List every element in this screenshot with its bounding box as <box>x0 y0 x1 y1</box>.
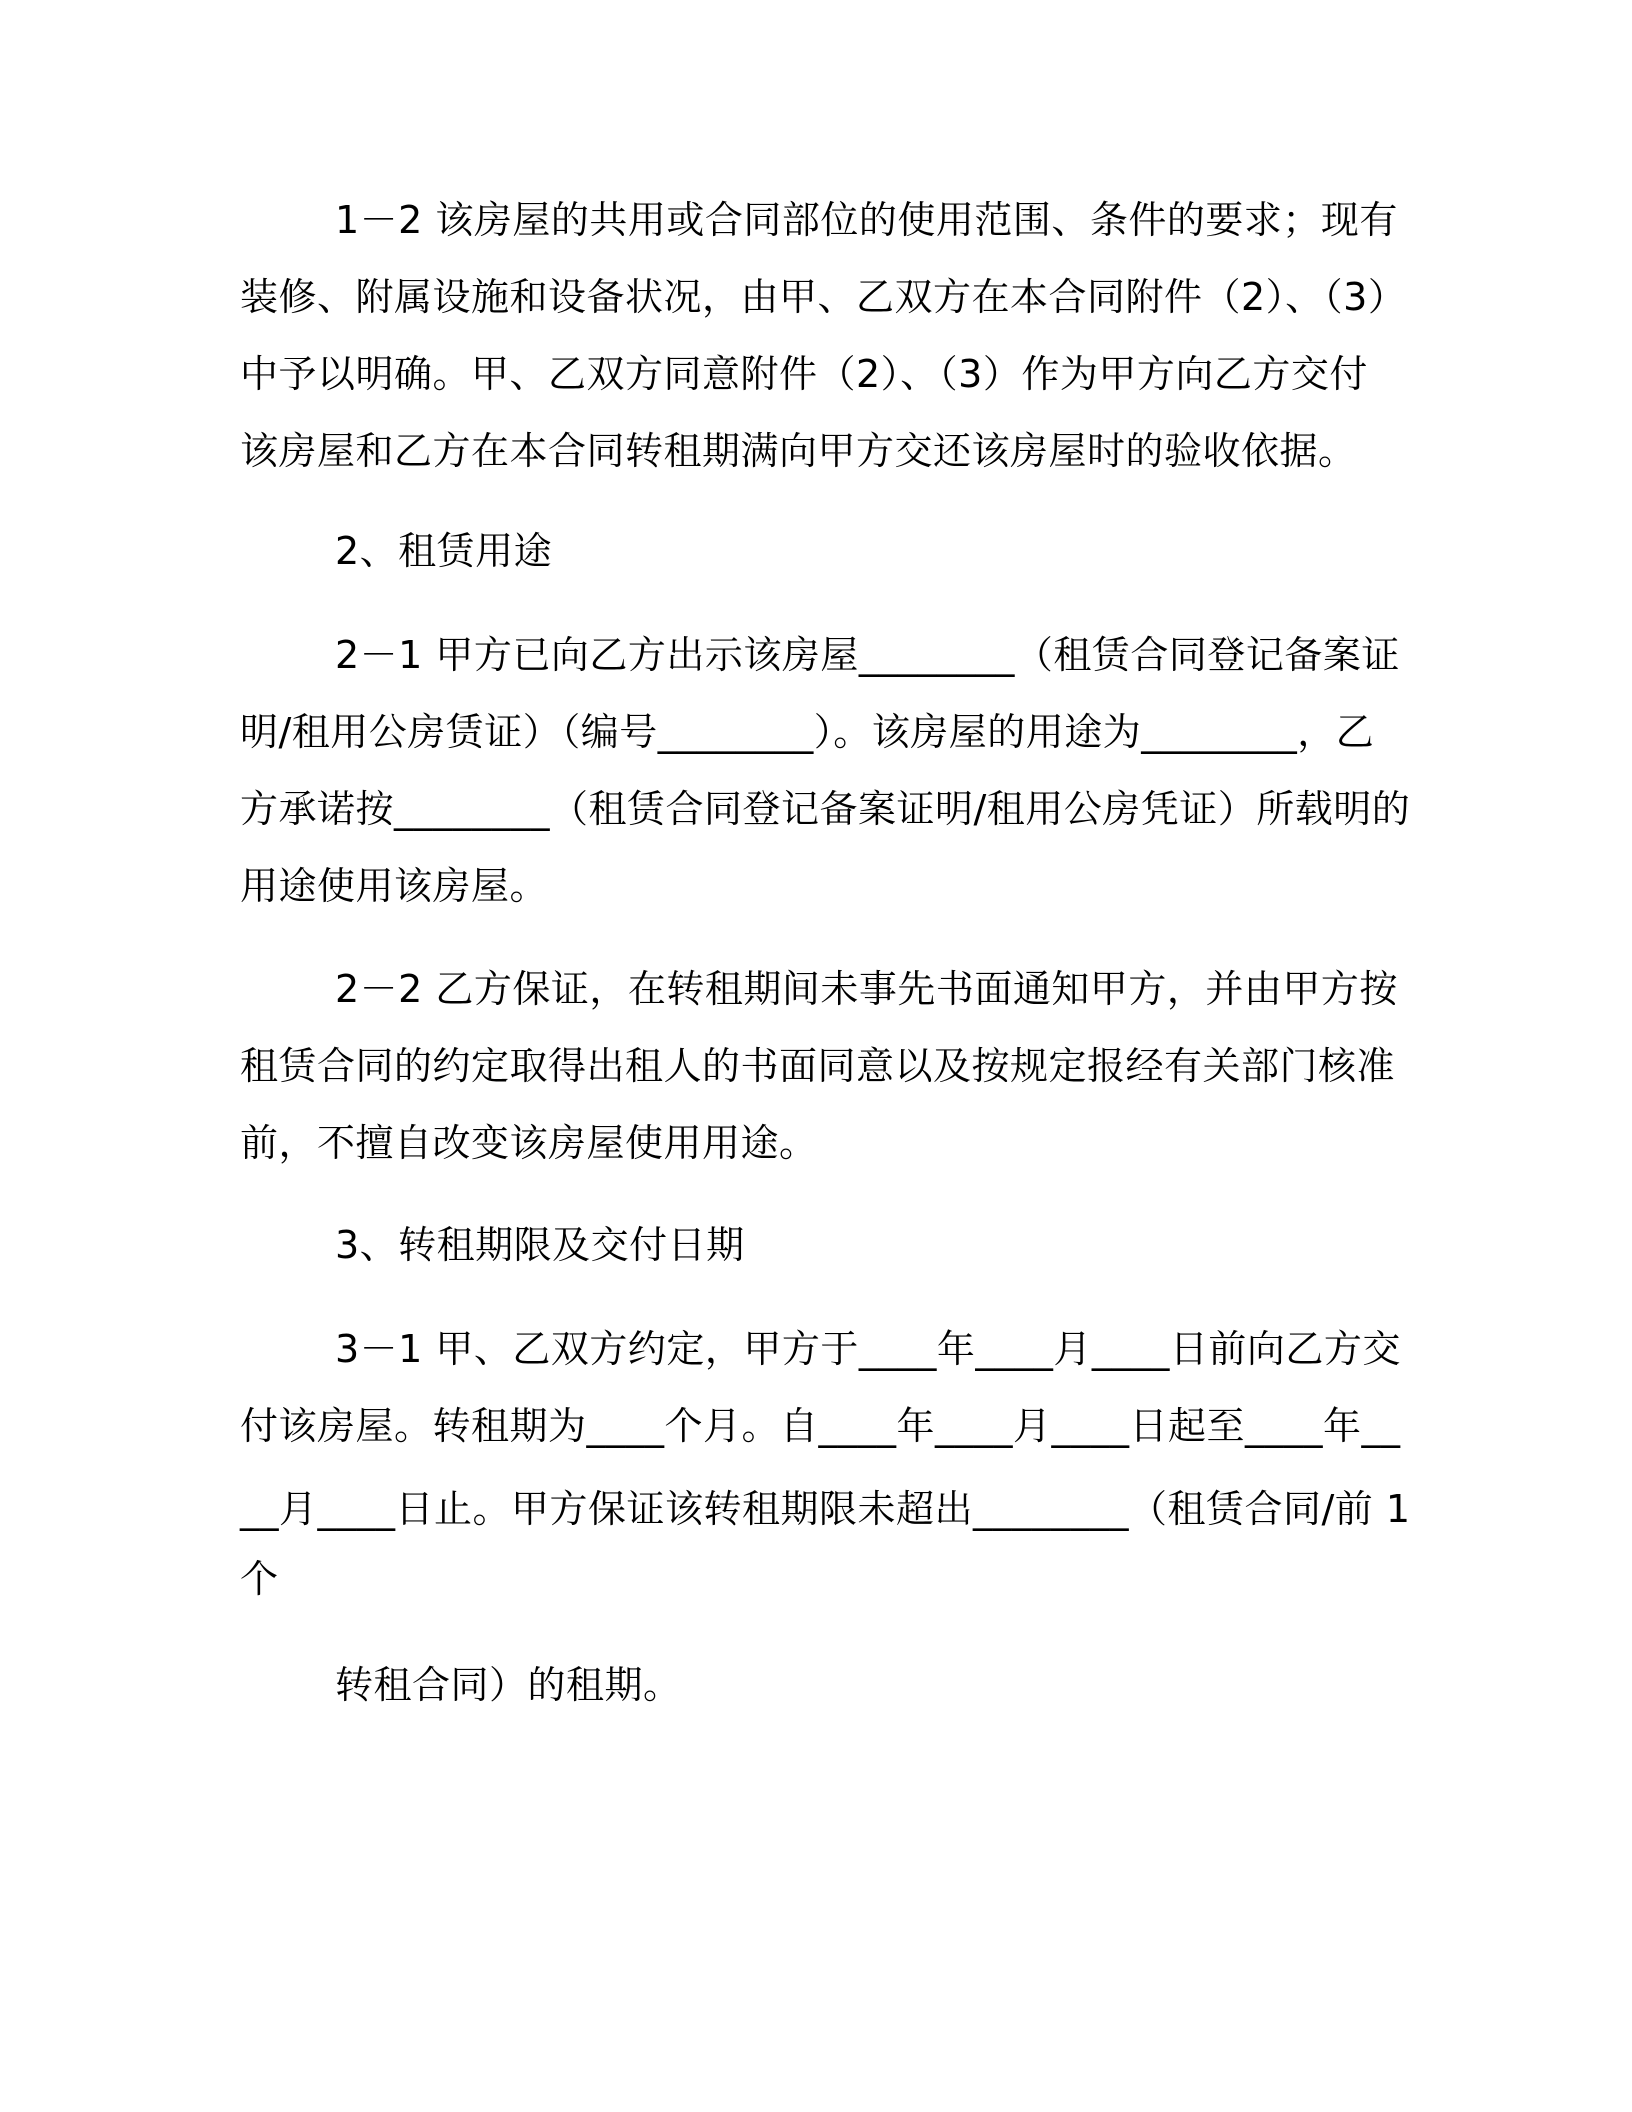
paragraph-1-2-line-3: 中予以明确。甲、乙双方同意附件（2）、（3）作为甲方向乙方交付 <box>240 352 1368 396</box>
paragraph-2-2-line-2: 租赁合同的约定取得出租人的书面同意以及按规定报经有关部门核准 <box>240 1044 1396 1088</box>
paragraph-2-1-line-2: 明/租用公房赁证）（编号________）。该房屋的用途为________，乙 <box>240 710 1375 754</box>
paragraph-2-1-line-4: 用途使用该房屋。 <box>240 864 549 908</box>
paragraph-3-1-line-1: 3－1 甲、乙双方约定，甲方于____年____月____日前向乙方交 <box>335 1327 1401 1371</box>
paragraph-2-1-line-3: 方承诺按________（租赁合同登记备案证明/租用公房凭证）所载明的 <box>240 787 1411 831</box>
paragraph-2-2-line-1: 2－2 乙方保证，在转租期间未事先书面通知甲方，并由甲方按 <box>335 967 1398 1011</box>
paragraph-2-2-line-3: 前，不擅自改变该房屋使用用途。 <box>240 1121 818 1165</box>
paragraph-3-1-line-5: 转租合同）的租期。 <box>335 1663 682 1707</box>
paragraph-1-2-line-4: 该房屋和乙方在本合同转租期满向甲方交还该房屋时的验收依据。 <box>240 429 1357 473</box>
paragraph-3-1-line-4: 个 <box>240 1557 279 1601</box>
paragraph-2-1-line-1: 2－1 甲方已向乙方出示该房屋________（租赁合同登记备案证 <box>335 633 1400 677</box>
paragraph-3-1-line-2: 付该房屋。转租期为____个月。自____年____月____日起至____年__ <box>240 1404 1401 1448</box>
paragraph-1-2-line-1: 1－2 该房屋的共用或合同部位的使用范围、条件的要求；现有 <box>335 198 1398 242</box>
section-2-heading: 2、租赁用途 <box>335 529 553 573</box>
section-3-heading: 3、转租期限及交付日期 <box>335 1223 745 1267</box>
paragraph-3-1-line-3: __月____日止。甲方保证该转租期限未超出________（租赁合同/前 1 <box>240 1487 1411 1531</box>
paragraph-1-2-line-2: 装修、附属设施和设备状况，由甲、乙双方在本合同附件（2）、（3） <box>240 275 1407 319</box>
